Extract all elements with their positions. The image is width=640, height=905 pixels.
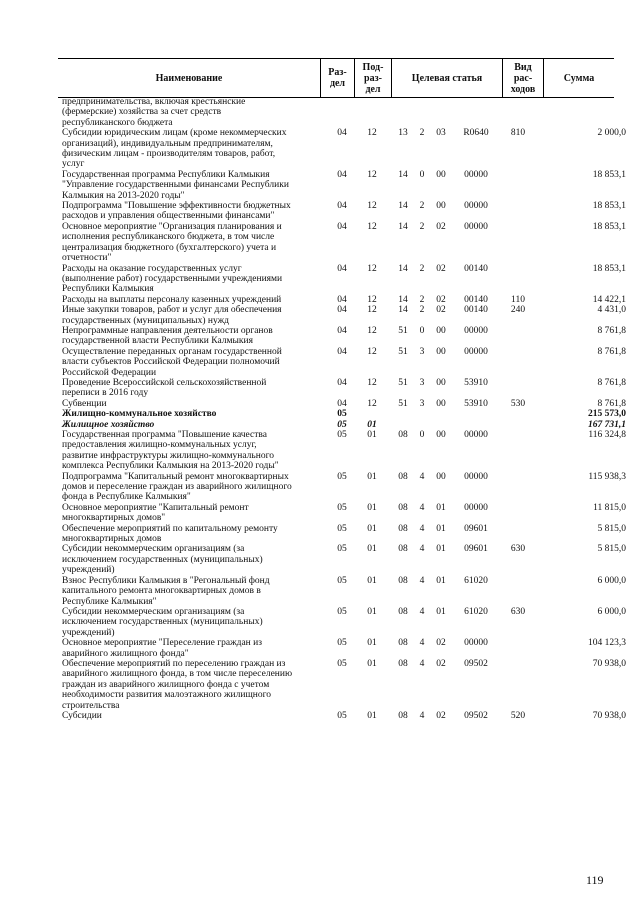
row-cell-a: 13 xyxy=(398,128,408,139)
row-cell-pr: 01 xyxy=(367,544,377,555)
table-row xyxy=(0,544,640,575)
row-cell-sum: 2 000,0 xyxy=(597,128,626,139)
row-cell-b: 2 xyxy=(419,128,425,139)
table-body xyxy=(0,97,640,721)
row-cell-b: 4 xyxy=(419,544,425,555)
table-row xyxy=(0,576,640,607)
table-row xyxy=(0,97,640,128)
header-vid: Вид рас- ходов xyxy=(510,61,536,95)
row-cell-pr: 01 xyxy=(367,710,377,721)
row-name: Субсидии некоммерческим организациям (за исключением государственных (муниципальных) учреждений) xyxy=(62,544,263,576)
header-target: Целевая статья xyxy=(411,72,483,84)
row-cell-b: 0 xyxy=(419,430,425,440)
row-name: Государственная программа "Повышение качества предоставления жилищно-коммунальных услуг, развитие инфраструктуры жилищно-коммунального комплекса Республики Калмыкия на 2013-2020 годы" xyxy=(62,430,279,472)
table-row xyxy=(0,607,640,638)
row-name: Жилищное хозяйство xyxy=(62,419,155,430)
row-cell-sum: 167 731,1 xyxy=(588,419,626,430)
row-cell-vr: 240 xyxy=(510,305,526,316)
row-cell-d: 53910 xyxy=(464,398,488,409)
row-cell-c: 00 xyxy=(436,398,446,409)
row-cell-d: 00000 xyxy=(464,346,488,357)
row-cell-a: 08 xyxy=(398,544,408,555)
table-row xyxy=(0,711,640,721)
row-name: Жилищно-коммунальное хозяйство xyxy=(62,409,217,420)
row-cell-c: 02 xyxy=(436,658,446,669)
row-cell-sum: 18 853,1 xyxy=(592,201,626,212)
table-row xyxy=(0,201,640,222)
row-cell-d: R0640 xyxy=(463,128,489,139)
row-name: Основное мероприятие "Переселение граждан из аварийного жилищного фонда" xyxy=(62,638,262,659)
row-cell-pr: 12 xyxy=(367,263,377,274)
row-cell-d: 61020 xyxy=(464,606,488,617)
row-cell-b: 2 xyxy=(419,263,425,274)
row-cell-r: 04 xyxy=(337,325,347,336)
row-name: Обеспечение мероприятий по переселению граждан из аварийного жилищного фонда, в том числе переселению граждан из аварийного жилищного фонда с учетом необходимости развития малоэтажного жилищного строительства xyxy=(62,658,293,711)
row-cell-sum: 14 422,1 xyxy=(592,294,626,305)
row-cell-sum: 104 123,3 xyxy=(588,638,626,649)
table-row xyxy=(0,128,640,170)
row-cell-sum: 18 853,1 xyxy=(592,169,626,180)
row-cell-sum: 70 938,0 xyxy=(592,658,626,669)
row-cell-a: 14 xyxy=(398,221,408,232)
row-cell-a: 08 xyxy=(398,658,408,669)
table-row xyxy=(0,170,640,201)
row-cell-b: 3 xyxy=(419,346,425,357)
row-cell-c: 00 xyxy=(436,346,446,357)
row-cell-c: 02 xyxy=(436,710,446,721)
row-cell-pr: 01 xyxy=(367,419,377,430)
row-cell-a: 08 xyxy=(398,606,408,617)
row-cell-pr: 01 xyxy=(367,471,377,482)
table-row xyxy=(0,409,640,419)
row-cell-c: 00 xyxy=(436,430,446,440)
row-cell-sum: 6 000,0 xyxy=(597,606,626,617)
row-cell-b: 4 xyxy=(419,502,425,513)
row-cell-r: 04 xyxy=(337,201,347,212)
row-cell-pr: 01 xyxy=(367,658,377,669)
row-cell-d: 00000 xyxy=(464,221,488,232)
row-name: Субвенции xyxy=(62,398,107,409)
row-cell-r: 05 xyxy=(337,430,347,440)
row-cell-d: 00000 xyxy=(464,471,488,482)
row-cell-d: 00140 xyxy=(464,263,488,274)
row-cell-pr: 12 xyxy=(367,294,377,305)
row-cell-r: 04 xyxy=(337,346,347,357)
row-cell-pr: 01 xyxy=(367,502,377,513)
table-row xyxy=(0,638,640,659)
row-cell-b: 4 xyxy=(419,710,425,721)
row-cell-pr: 12 xyxy=(367,305,377,316)
row-cell-r: 04 xyxy=(337,263,347,274)
row-cell-pr: 12 xyxy=(367,377,377,388)
row-cell-c: 01 xyxy=(436,544,446,555)
table-row xyxy=(0,378,640,399)
row-cell-r: 05 xyxy=(337,710,347,721)
row-cell-pr: 12 xyxy=(367,325,377,336)
table-row xyxy=(0,420,640,430)
row-cell-c: 00 xyxy=(436,471,446,482)
row-cell-b: 4 xyxy=(419,638,425,649)
row-cell-sum: 8 761,8 xyxy=(597,377,626,388)
row-cell-r: 05 xyxy=(337,523,347,534)
row-cell-vr: 110 xyxy=(511,294,525,305)
row-cell-b: 2 xyxy=(419,305,425,316)
row-cell-a: 14 xyxy=(398,169,408,180)
row-cell-vr: 810 xyxy=(510,128,526,139)
row-cell-d: 09601 xyxy=(464,544,488,555)
table-row xyxy=(0,264,640,295)
row-cell-b: 4 xyxy=(419,523,425,534)
row-cell-pr: 12 xyxy=(367,346,377,357)
row-cell-r: 04 xyxy=(337,398,347,409)
row-cell-a: 14 xyxy=(398,201,408,212)
row-cell-vr: 520 xyxy=(510,710,526,721)
row-name: Иные закупки товаров, работ и услуг для обеспечения государственных (муниципальных) нужд xyxy=(62,305,282,326)
row-cell-pr: 01 xyxy=(367,575,377,586)
row-cell-a: 14 xyxy=(398,305,408,316)
row-cell-sum: 115 938,3 xyxy=(588,471,626,482)
row-cell-c: 01 xyxy=(436,606,446,617)
row-cell-c: 01 xyxy=(436,523,446,534)
row-name: Обеспечение мероприятий по капитальному ремонту многоквартирных домов xyxy=(62,523,278,545)
row-cell-d: 00140 xyxy=(464,305,488,316)
row-cell-d: 00000 xyxy=(464,430,488,440)
row-cell-r: 04 xyxy=(337,128,347,139)
row-cell-b: 4 xyxy=(419,471,425,482)
row-cell-a: 14 xyxy=(398,294,408,305)
row-name: Подпрограмма "Капитальный ремонт многоквартирных домов и переселение граждан из аварийного жилищного фонда в Республике Калмыкия" xyxy=(62,471,292,503)
header-razdel: Раз- дел xyxy=(328,67,347,89)
row-cell-sum: 5 815,0 xyxy=(597,544,626,555)
row-cell-d: 00140 xyxy=(464,294,488,305)
row-name: Основное мероприятие "Капитальный ремонт многоквартирных домов" xyxy=(62,502,249,524)
page-number: 119 xyxy=(586,873,604,887)
row-cell-a: 08 xyxy=(398,575,408,586)
row-cell-d: 09502 xyxy=(464,658,488,669)
row-cell-b: 2 xyxy=(419,201,425,212)
row-cell-r: 05 xyxy=(337,606,347,617)
row-cell-pr: 01 xyxy=(367,430,377,440)
row-cell-vr: 630 xyxy=(510,544,526,555)
table-row xyxy=(0,472,640,503)
row-cell-b: 3 xyxy=(419,398,425,409)
row-cell-a: 51 xyxy=(398,398,408,409)
row-cell-b: 2 xyxy=(419,221,425,232)
row-cell-b: 3 xyxy=(419,377,425,388)
table-row xyxy=(0,524,640,545)
row-cell-r: 05 xyxy=(337,471,347,482)
row-cell-sum: 8 761,8 xyxy=(597,325,626,336)
row-cell-c: 02 xyxy=(436,221,446,232)
table-row xyxy=(0,305,640,326)
row-name: Взнос Республики Калмыкия в "Регональный фонд капитального ремонта многоквартирных домов в Республике Калмыкия" xyxy=(62,575,270,607)
row-cell-vr: 530 xyxy=(510,398,526,409)
row-cell-r: 04 xyxy=(337,294,347,305)
row-name: Субсидии юридическим лицам (кроме некоммерческих организаций), индивидуальным предпринимателям, физическим лицам - производителям товаров, работ, услуг xyxy=(62,128,287,170)
row-cell-pr: 01 xyxy=(367,606,377,617)
table-row xyxy=(0,659,640,711)
row-cell-a: 08 xyxy=(398,502,408,513)
row-cell-r: 04 xyxy=(337,377,347,388)
row-cell-r: 05 xyxy=(337,419,347,430)
row-cell-d: 00000 xyxy=(464,325,488,336)
row-cell-pr: 12 xyxy=(367,398,377,409)
row-name: Субсидии некоммерческим организациям (за исключением государственных (муниципальных) учреждений) xyxy=(62,606,263,638)
table-row xyxy=(0,430,640,472)
row-cell-pr: 01 xyxy=(367,523,377,534)
row-name: Непрограммные направления деятельности органов государственной власти Республики Калмыкия xyxy=(62,325,273,347)
row-cell-sum: 18 853,1 xyxy=(592,221,626,232)
row-cell-r: 05 xyxy=(337,409,347,420)
row-cell-r: 05 xyxy=(337,544,347,555)
row-name: Государственная программа Республики Калмыкия "Управление государственными финансами Республики Калмыкия на 2013-2020 годы" xyxy=(62,169,289,201)
row-name: Подпрограмма "Повышение эффективности бюджетных расходов и управления общественными финансами" xyxy=(62,201,291,222)
row-cell-sum: 5 815,0 xyxy=(597,523,626,534)
row-cell-r: 05 xyxy=(337,502,347,513)
row-cell-a: 08 xyxy=(398,430,408,440)
table-header xyxy=(58,58,614,98)
header-name: Наименование xyxy=(155,72,223,84)
row-cell-b: 2 xyxy=(419,294,425,305)
row-cell-a: 14 xyxy=(398,263,408,274)
row-cell-sum: 116 324,8 xyxy=(588,430,626,440)
table-row xyxy=(0,222,640,264)
row-cell-b: 4 xyxy=(419,575,425,586)
row-cell-sum: 70 938,0 xyxy=(592,710,626,721)
header-sum: Сумма xyxy=(563,72,595,84)
table-row xyxy=(0,295,640,305)
row-cell-c: 01 xyxy=(436,575,446,586)
row-cell-r: 05 xyxy=(337,658,347,669)
row-cell-a: 51 xyxy=(398,346,408,357)
row-cell-r: 04 xyxy=(337,305,347,316)
row-cell-pr: 12 xyxy=(367,201,377,212)
row-cell-sum: 11 815,0 xyxy=(593,502,626,513)
row-cell-sum: 8 761,8 xyxy=(597,398,626,409)
row-cell-d: 53910 xyxy=(464,377,488,388)
row-cell-b: 4 xyxy=(419,658,425,669)
table-row xyxy=(0,399,640,409)
row-cell-b: 0 xyxy=(419,325,425,336)
row-cell-c: 00 xyxy=(436,325,446,336)
row-cell-c: 03 xyxy=(436,128,446,139)
row-cell-a: 51 xyxy=(398,325,408,336)
row-cell-d: 00000 xyxy=(464,201,488,212)
row-name: Основное мероприятие "Организация планирования и исполнения республиканского бюджета, в том числе централизация бюджетного (бухгалтерского) учета и отчетности" xyxy=(62,221,282,264)
row-cell-pr: 01 xyxy=(367,638,377,649)
row-cell-a: 08 xyxy=(398,523,408,534)
row-cell-pr: 12 xyxy=(367,221,377,232)
row-cell-sum: 18 853,1 xyxy=(592,263,626,274)
row-cell-r: 05 xyxy=(337,575,347,586)
row-cell-c: 02 xyxy=(436,294,446,305)
row-cell-r: 05 xyxy=(337,638,347,649)
row-cell-a: 08 xyxy=(398,710,408,721)
row-cell-vr: 630 xyxy=(510,606,526,617)
table-row xyxy=(0,347,640,378)
table-row xyxy=(0,503,640,524)
row-cell-c: 00 xyxy=(436,201,446,212)
table-row xyxy=(0,326,640,347)
row-cell-a: 08 xyxy=(398,638,408,649)
row-cell-sum: 4 431,0 xyxy=(597,305,626,316)
row-cell-c: 02 xyxy=(436,638,446,649)
row-cell-c: 02 xyxy=(436,263,446,274)
row-cell-sum: 215 573,0 xyxy=(588,409,626,420)
row-cell-c: 01 xyxy=(436,502,446,513)
row-cell-c: 00 xyxy=(436,377,446,388)
row-cell-pr: 12 xyxy=(367,169,377,180)
row-cell-d: 09502 xyxy=(464,710,488,721)
row-cell-c: 00 xyxy=(436,169,446,180)
row-cell-b: 4 xyxy=(419,606,425,617)
row-cell-d: 00000 xyxy=(464,502,488,513)
header-podrazdel: Под- раз- дел xyxy=(362,61,384,95)
row-name: предпринимательства, включая крестьянские (фермерские) хозяйства за счет средств республиканского бюджета xyxy=(62,97,246,128)
row-cell-a: 51 xyxy=(398,377,408,388)
row-cell-r: 04 xyxy=(337,221,347,232)
row-cell-a: 08 xyxy=(398,471,408,482)
row-name: Проведение Всероссийской сельскохозяйственной переписи в 2016 году xyxy=(62,377,267,399)
row-cell-sum: 6 000,0 xyxy=(597,575,626,586)
row-cell-d: 61020 xyxy=(464,575,488,586)
row-cell-pr: 12 xyxy=(367,128,377,139)
row-cell-d: 09601 xyxy=(464,523,488,534)
row-cell-b: 0 xyxy=(419,169,425,180)
row-cell-d: 00000 xyxy=(464,169,488,180)
row-name: Осуществление переданных органам государственной власти субъектов Российской Федерации полномочий Российской Федерации xyxy=(62,346,282,378)
row-name: Субсидии xyxy=(62,710,102,721)
row-cell-c: 02 xyxy=(436,305,446,316)
row-name: Расходы на оказание государственных услуг (выполнение работ) государственными учреждениями Республики Калмыкия xyxy=(62,263,283,295)
row-name: Расходы на выплаты персоналу казенных учреждений xyxy=(62,294,282,305)
row-cell-sum: 8 761,8 xyxy=(597,346,626,357)
row-cell-r: 04 xyxy=(337,169,347,180)
row-cell-d: 00000 xyxy=(464,638,488,649)
